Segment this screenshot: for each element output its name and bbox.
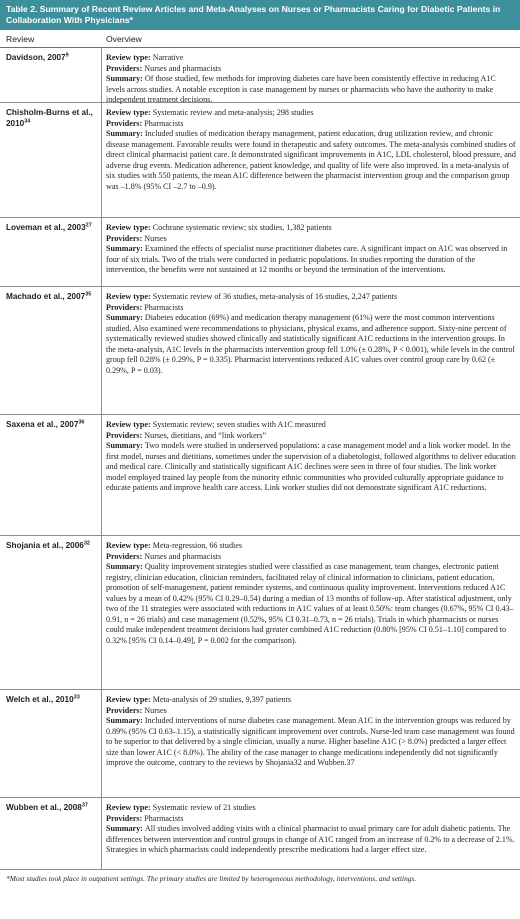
providers-label: Providers:	[106, 302, 145, 312]
review-overview	[102, 536, 520, 689]
review-type-value: Systematic review; seven studies with A1C measured	[152, 420, 326, 429]
review-type-label: Review type:	[106, 53, 153, 62]
table-row	[0, 287, 520, 415]
review-type-line	[106, 695, 516, 706]
summary-value: Of those studied, few methods for improving diabetes care have been consistently effective in reducing A1C levels across studies. A notable exception is case management by nurses or pharmacists who have the authority to make independent treatment decisions.	[106, 74, 496, 104]
providers-label: Providers:	[106, 705, 145, 715]
summary-label: Summary:	[106, 313, 145, 322]
review-type-label: Review type:	[106, 223, 153, 232]
summary-line	[106, 244, 516, 276]
reference-number: 35	[85, 291, 92, 298]
providers-line	[106, 706, 516, 717]
review-type-line	[106, 803, 516, 814]
providers-label: Providers:	[106, 430, 145, 440]
header-review: Review	[6, 34, 35, 44]
review-citation	[0, 536, 102, 689]
review-type-value: Systematic review of 36 studies, meta-analysis of 16 studies, 2,247 patients	[152, 292, 398, 301]
review-overview	[102, 690, 520, 797]
review-citation	[0, 798, 102, 869]
review-type-label: Review type:	[106, 541, 153, 550]
review-name: Machado et al., 2007	[6, 292, 86, 301]
summary-label: Summary:	[106, 129, 145, 138]
review-type-line	[106, 541, 516, 552]
review-name: Saxena et al., 2007	[6, 420, 79, 429]
providers-line	[106, 234, 516, 245]
review-name: Loveman et al., 2003	[6, 223, 86, 232]
review-overview	[102, 218, 520, 286]
summary-line	[106, 129, 516, 192]
review-type-line	[106, 108, 516, 119]
review-citation	[0, 415, 102, 535]
table-row	[0, 415, 520, 536]
review-type-value: Systematic review and meta-analysis; 298 studies	[152, 108, 314, 117]
review-citation	[0, 690, 102, 797]
review-overview	[102, 103, 520, 217]
providers-value: Pharmacists	[144, 302, 184, 312]
table-row	[0, 536, 520, 690]
table-header-row	[0, 30, 520, 48]
providers-label: Providers:	[106, 118, 145, 128]
summary-line	[106, 441, 516, 494]
review-type-label: Review type:	[106, 803, 153, 812]
table-body	[0, 48, 520, 870]
table-row	[0, 218, 520, 287]
review-name: Shojania et al., 2006	[6, 541, 84, 550]
providers-value: Nurses and pharmacists	[144, 551, 222, 561]
reference-number: 34	[24, 117, 31, 124]
summary-label: Summary:	[106, 562, 145, 571]
header-overview: Overview	[106, 34, 142, 44]
review-citation	[0, 287, 102, 414]
review-type-label: Review type:	[106, 420, 153, 429]
reference-number: 36	[78, 419, 85, 426]
review-type-label: Review type:	[106, 108, 153, 117]
providers-value: Nurses	[144, 705, 167, 715]
review-overview	[102, 415, 520, 535]
review-type-line	[106, 223, 516, 234]
summary-value: Included interventions of nurse diabetes case management. Mean A1C in the intervention groups was reduced by 0.89% (95% CI 0.63–1.15), a statistically significant improvement over controls. Nurse-led team case management was found to be superior to that delivered by a single clinician, usually a nurse. Higher baseline A1C (> 8.0%) predicted a larger effect size than lower A1C (< 8.0%). The ability of the case manager to change medications independently did not significantly improve the outcome, contrary to the reviews by Shojania32 and Wubben.37	[106, 716, 515, 767]
summary-value: Diabetes education (69%) and medication therapy management (61%) were the most common interventions studied. Also examined were recommendations to physicians, physical exams, and adherence support. Sixty-nine percent of systematically reviewed studies showed clinically and statistically significant A1C reductions in the intervention groups. In the meta-analysis, A1C levels in the pharmacists intervention group fell 1.0% (± 0.28%, P < 0.001), while levels in the control group fell 0.28% (± 0.29%, P = 0.335). Pharmacist interventions reduced A1C values over control group care by 0.62 (± 0.29%, P = 0.03).	[106, 313, 515, 375]
review-type-line	[106, 420, 516, 431]
review-citation	[0, 48, 102, 102]
providers-label: Providers:	[106, 813, 145, 823]
review-citation	[0, 218, 102, 286]
review-name: Wubben et al., 2008	[6, 803, 82, 812]
table-row	[0, 48, 520, 103]
review-type-label: Review type:	[106, 292, 153, 301]
providers-value: Nurses and pharmacists	[144, 63, 222, 73]
review-overview	[102, 48, 520, 102]
review-type-line	[106, 292, 516, 303]
providers-line	[106, 119, 516, 130]
summary-line	[106, 313, 516, 376]
summary-value: Two models were studied in underserved populations: a case management model and a link worker model. In the first model, nurses and dietitians, sometimes under the supervision of a diabetologist, followed algorithms to deliver education and medical care. Clinically and statistically significant A1C declines were seen in three of four studies. The link worker model employed trained lay people from the minority ethnic communities who provided culturally appropriate guidance to educate patients and improve health care access. Link worker studies did not demonstrate significant A1C reductions.	[106, 441, 516, 492]
table-caption: Table 2. Summary of Recent Review Articles and Meta-Analyses on Nurses or Pharmacists Caring for Diabetic Patients in Collaboration With Physicians*	[0, 0, 520, 30]
summary-value: All studies involved adding visits with a clinical pharmacist to usual primary care for adult diabetic patients. The differences between intervention and control groups in change of A1C ranged from an increase of 0.2% to a decrease of 2.1%. Strategies in which pharmacists could independently prescribe medications had a larger effect size.	[106, 824, 515, 854]
review-type-value: Meta-analysis of 29 studies, 9,397 patients	[152, 695, 291, 704]
providers-label: Providers:	[106, 63, 145, 73]
summary-line	[106, 716, 516, 769]
reference-number: 37	[81, 802, 88, 809]
summary-value: Examined the effects of specialist nurse practitioner diabetes care. A significant impact on A1C was observed in four of six trials. Two of the trials were conducted in pediatric populations. In studies reporting the duration of the intervention, the benefits were not sustained at 12 months or beyond the termination of the interventions.	[106, 244, 508, 274]
providers-line	[106, 64, 516, 75]
review-name: Chisholm-Burns et al., 2010	[6, 108, 93, 128]
table-footnote: *Most studies took place in outpatient settings. The primary studies are limited by heterogeneous methodology, interventions, and settings.	[6, 874, 417, 883]
summary-label: Summary:	[106, 824, 145, 833]
table-row	[0, 103, 520, 218]
summary-line	[106, 74, 516, 106]
review-type-line	[106, 53, 516, 64]
summary-line	[106, 562, 516, 646]
summary-value: Included studies of medication therapy management, patient education, drug utilization review, and chronic disease management. Favorable results were found in therapeutic and safety outcomes. The meta-analysis combined studies of direct clinical pharmacist patient care. It demonstrated significant improvements in A1C, LDL cholesterol, blood pressure, and adverse drug events. Medication adherence, patient knowledge, and quality of life were also improved. In a meta-analysis of six studies with 550 patients, the mean A1C difference between the pharmacist intervention group and the comparison group was –1.8% (95% CI –2.7 to –0.9).	[106, 129, 516, 191]
summary-label: Summary:	[106, 74, 145, 83]
review-type-value: Systematic review of 21 studies	[152, 803, 256, 812]
providers-line	[106, 303, 516, 314]
providers-value: Pharmacists	[144, 118, 184, 128]
review-overview	[102, 287, 520, 414]
providers-label: Providers:	[106, 233, 145, 243]
table-row	[0, 690, 520, 798]
reference-number: 27	[85, 222, 92, 229]
providers-label: Providers:	[106, 551, 145, 561]
review-type-label: Review type:	[106, 695, 153, 704]
providers-line	[106, 552, 516, 563]
providers-line	[106, 431, 516, 442]
summary-value: Quality improvement strategies studied were classified as case management, team changes, electronic patient registry, clinician education, clinician reminders, facilitated relay of clinical information to clinicians, patient education, promotion of self-management, patient reminder systems, and continuous quality improvement. Interventions reduced A1C values by a mean of 0.42% (95% CI 0.29–0.54) during a median of 13 months of follow-up. After statistical adjustment, only two of the 11 strategies were associated with reductions in A1C values of at least 0.50%: team changes (0.67%, 95% CI 0.43–0.91, n = 26 trials) and case management (0.52%, 95% CI 0.31–0.73, n = 26 trials). Trials in which pharmacists or nurses could make independent treatment decisions had greater combined A1C reduction (0.80% [95% CI 0.51–1.10] compared to 0.32% [95% CI 0.14–0.49], P = 0.002 for the comparison).	[106, 562, 514, 645]
summary-label: Summary:	[106, 441, 145, 450]
summary-label: Summary:	[106, 244, 145, 253]
providers-line	[106, 814, 516, 825]
table-row	[0, 798, 520, 870]
reference-number: 32	[83, 540, 90, 547]
review-type-value: Narrative	[152, 53, 184, 62]
providers-value: Nurses, dietitians, and “link workers”	[144, 430, 267, 440]
reference-number: 33	[73, 694, 80, 701]
review-type-value: Meta-regression, 66 studies	[152, 541, 242, 550]
summary-line	[106, 824, 516, 856]
providers-value: Pharmacists	[144, 813, 184, 823]
summary-label: Summary:	[106, 716, 145, 725]
providers-value: Nurses	[144, 233, 167, 243]
review-name: Welch et al., 2010	[6, 695, 74, 704]
review-type-value: Cochrane systematic review; six studies, 1,382 patients	[152, 223, 332, 232]
review-overview	[102, 798, 520, 869]
review-citation	[0, 103, 102, 217]
reference-number: 9	[65, 52, 69, 59]
review-name: Davidson, 2007	[6, 53, 66, 62]
